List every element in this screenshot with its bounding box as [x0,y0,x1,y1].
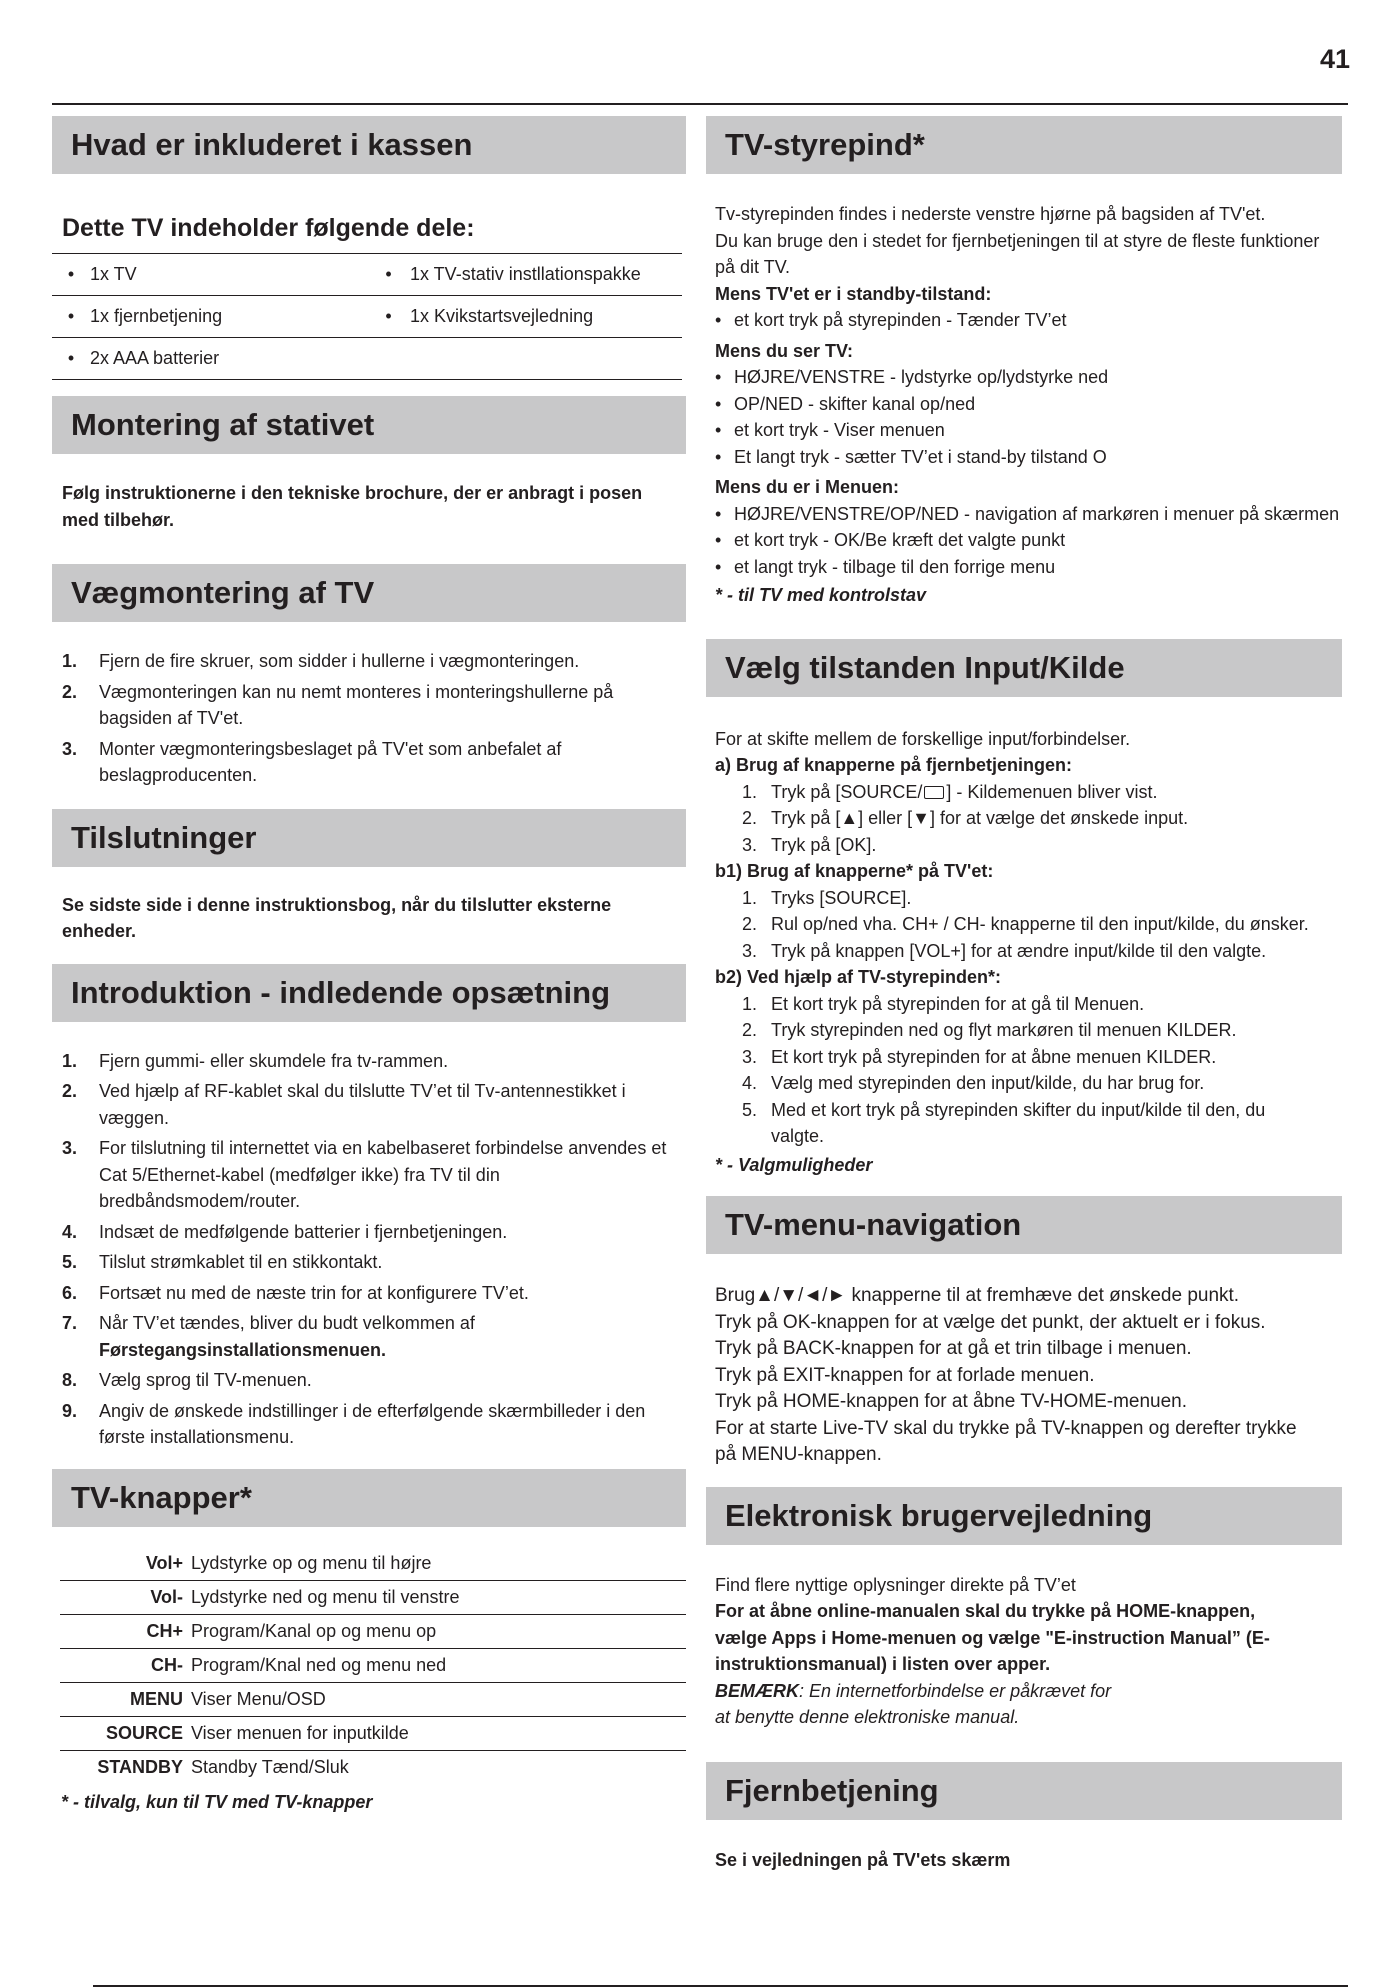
list-item: 4. Indsæt de medfølgende batterier i fjernbetjeningen. [62,1221,508,1242]
section-header-connections: Tilslutninger [52,809,686,867]
list-item: • OP/NED - skifter kanal op/ned [715,393,976,414]
box-item: 2x AAA batterier [90,348,220,368]
section-header-joystick: TV-styrepind* [706,116,1342,174]
list-item: 8. Vælg sprog til TV-menuen. [62,1370,312,1390]
joystick-menu-title: Mens du er i Menuen: [715,477,900,497]
list-item: 3. Tryk på knappen [VOL+] for at ændre input/kilde til den valgte. [741,940,1267,961]
table-row [60,1751,686,1785]
list-item: 5. Tilslut strømkablet til en stikkontakt. [62,1252,383,1272]
list-item: 1. Tryks [SOURCE]. [741,887,912,908]
list-item: • et langt tryk - tilbage til den forrige menu [715,556,1056,577]
joystick-standby-title: Mens TV'et er i standby-tilstand: [715,283,992,304]
button-key: Vol- [150,1587,183,1607]
input-a-list [715,779,1342,859]
tv-buttons-table [60,1547,686,1785]
top-divider [52,103,1348,105]
button-key: SOURCE [105,1723,183,1743]
table-row [60,1683,686,1717]
box-contents-table [52,253,682,380]
button-description: Viser Menu/OSD [191,1689,326,1709]
button-key: CH- [151,1655,183,1675]
section-header-eguide: Elektronisk brugervejledning [706,1487,1342,1545]
list-item: 1. Fjern de fire skruer, som sidder i hullerne i vægmonteringen. [62,651,580,671]
box-row: • 1x fjernbetjening • 1x Kvikstartsvejledning [52,296,682,338]
button-description: Lydstyrke op og menu til højre [191,1552,432,1573]
joystick-intro: Tv-styrepinden findes i nederste venstre hjørne på bagsiden af TV'et. Du kan bruge den i stedet for fjernbetjeningen til at styre de fleste funktioner på dit TV. [715,204,1320,277]
list-item: 1. Tryk på [SOURCE/ ] - Kildemenuen bliver vist. [741,781,1158,802]
list-item: • et kort tryk - Viser menuen [715,420,945,440]
menu-nav-text: Brug▲/▼/◄/► knapperne til at fremhæve det ønskede punkt. Tryk på OK-knappen for at vælge det punkt, der aktuelt er i fokus. Tryk på BACK-knappen for at gå et trin tilbage i menuen. Tryk på EXIT-knappen for at forlade menuen. Tryk på HOME-knappen for at åbne TV-HOME-menuen. For at starte Live-TV skal du trykke på TV-knappen og derefter trykke på MENU-knappen. [715,1285,1297,1465]
box-contents-subtitle: Dette TV indeholder følgende dele: [62,214,475,242]
joystick-standby-list [715,307,1342,334]
source-icon [924,786,944,799]
list-item: 2. Ved hjælp af RF-kablet skal du tilslutte TV’et til Tv-antennestikket i væggen. [62,1081,626,1128]
page-number: 41 [1319,44,1350,74]
section-header-box-contents: Hvad er inkluderet i kassen [52,116,686,174]
list-item: 2. Tryk på [▲] eller [▼] for at vælge det ønskede input. [741,808,1189,828]
left-column [52,116,686,1815]
table-row [60,1649,686,1683]
joystick-watching-list [715,364,1342,470]
button-description: Viser menuen for inputkilde [191,1723,409,1743]
section-header-tv-buttons: TV-knapper* [52,1469,686,1527]
button-description: Lydstyrke ned og menu til venstre [191,1587,460,1607]
section-header-input: Vælg tilstanden Input/Kilde [706,639,1342,697]
list-item: 2. Tryk styrepinden ned og flyt markøren til menuen KILDER. [741,1020,1237,1040]
input-b2-list [715,991,1342,1150]
input-a-title: a) Brug af knapperne på fjernbetjeningen: [715,755,1073,775]
list-item: • et kort tryk - OK/Be kræft det valgte punkt [715,530,1066,550]
remote-text: Se i vejledningen på TV'ets skærm [715,1849,1011,1870]
list-item: 1. Fjern gummi- eller skumdele fra tv-rammen. [62,1050,449,1071]
list-item: • HØJRE/VENSTRE/OP/NED - navigation af markøren i menuer på skærmen [715,503,1340,524]
intro-steps [52,1048,686,1451]
section-header-intro: Introduktion - indledende opsætning [52,964,686,1022]
list-item: • HØJRE/VENSTRE - lydstyrke op/lydstyrke ned [715,367,1109,387]
table-row [60,1547,686,1581]
button-description: Standby Tænd/Sluk [191,1757,349,1778]
list-item: 6. Fortsæt nu med de næste trin for at konfigurere TV’et. [62,1282,529,1303]
list-item: 2. Vægmonteringen kan nu nemt monteres i monteringshullerne på bagsiden af TV'et. [62,681,614,728]
joystick-menu-list [715,501,1342,581]
list-item: • et kort tryk på styrepinden - Tænder TV’et [715,310,1067,330]
box-row: • 2x AAA batterier [52,338,682,380]
list-item: • Et langt tryk - sætter TV’et i stand-by tilstand O [715,446,1107,467]
input-b2-title: b2) Ved hjælp af TV-styrepinden*: [715,967,1002,987]
tv-buttons-footnote: * - tilvalg, kun til TV med TV-knapper [61,1791,373,1812]
table-row [60,1581,686,1615]
section-header-remote: Fjernbetjening [706,1762,1342,1820]
right-column [706,116,1342,1873]
joystick-watching-title: Mens du ser TV: [715,340,854,361]
box-item: 1x TV [90,264,137,284]
list-item: 2. Rul op/ned vha. CH+ / CH- knapperne til den input/kilde, du ønsker. [741,914,1309,934]
connections-text: Se sidste side i denne instruktionsbog, når du tilslutter eksterne enheder. [62,894,612,941]
button-key: STANDBY [97,1757,183,1778]
button-key: Vol+ [145,1552,183,1573]
input-intro: For at skifte mellem de forskellige input/forbindelser. [715,728,1131,749]
input-b1-title: b1) Brug af knapperne* på TV'et: [715,861,994,881]
button-description: Program/Knal ned og menu ned [191,1655,447,1675]
stand-instructions: Følg instruktionerne i den tekniske brochure, der er anbragt i posen med tilbehør. [62,483,643,530]
list-item: 3. Tryk på [OK]. [741,834,877,855]
list-item: 3. For tilslutning til internettet via en kabelbaseret forbindelse anvendes et Cat 5/Ethernet-kabel (medfølger ikke) fra TV til din bredbåndsmodem/router. [62,1138,667,1211]
table-row [60,1717,686,1751]
section-header-wall-mount: Vægmontering af TV [52,564,686,622]
list-item: 9. Angiv de ønskede indstillinger i de efterfølgende skærmbilleder i den første installationsmenu. [62,1400,646,1447]
eguide-text: Find flere nyttige oplysninger direkte på TV’et For at åbne online-manualen skal du trykke på HOME-knappen, vælge Apps i Home-menuen og vælge "E-instruction Manual” (E-instruktionsmanual) i listen over apper. BEMÆRK: En internetforbindelse er påkrævet for at benytte denne elektroniske manual. [715,1574,1270,1727]
box-item: 1x Kvikstartsvejledning [410,306,594,326]
input-b1-list [715,885,1342,965]
list-item: 7. Når TV’et tændes, bliver du budt velkommen af Førstegangsinstallationsmenuen. [62,1313,475,1360]
section-header-menu-nav: TV-menu-navigation [706,1196,1342,1254]
joystick-footnote: * - til TV med kontrolstav [715,585,927,605]
box-row: • 1x TV • 1x TV-stativ instllationspakke [52,254,682,296]
box-item: 1x TV-stativ instllationspakke [410,264,641,284]
list-item: 5. Med et kort tryk på styrepinden skifter du input/kilde til den, du valgte. [741,1099,1266,1146]
list-item: 3. Et kort tryk på styrepinden for at åbne menuen KILDER. [741,1046,1217,1067]
list-item: 1. Et kort tryk på styrepinden for at gå til Menuen. [741,993,1145,1014]
button-key: CH+ [146,1621,183,1641]
list-item: 3. Monter vægmonteringsbeslaget på TV'et som anbefalet af beslagproducenten. [62,738,562,785]
box-item: 1x fjernbetjening [90,306,223,326]
wall-mount-steps [52,648,686,789]
button-key: MENU [130,1689,183,1709]
list-item: 4. Vælg med styrepinden den input/kilde, du har brug for. [741,1073,1205,1093]
input-footnote: * - Valgmuligheder [715,1154,873,1175]
table-row [60,1615,686,1649]
section-header-stand: Montering af stativet [52,396,686,454]
button-description: Program/Kanal op og menu op [191,1621,437,1641]
